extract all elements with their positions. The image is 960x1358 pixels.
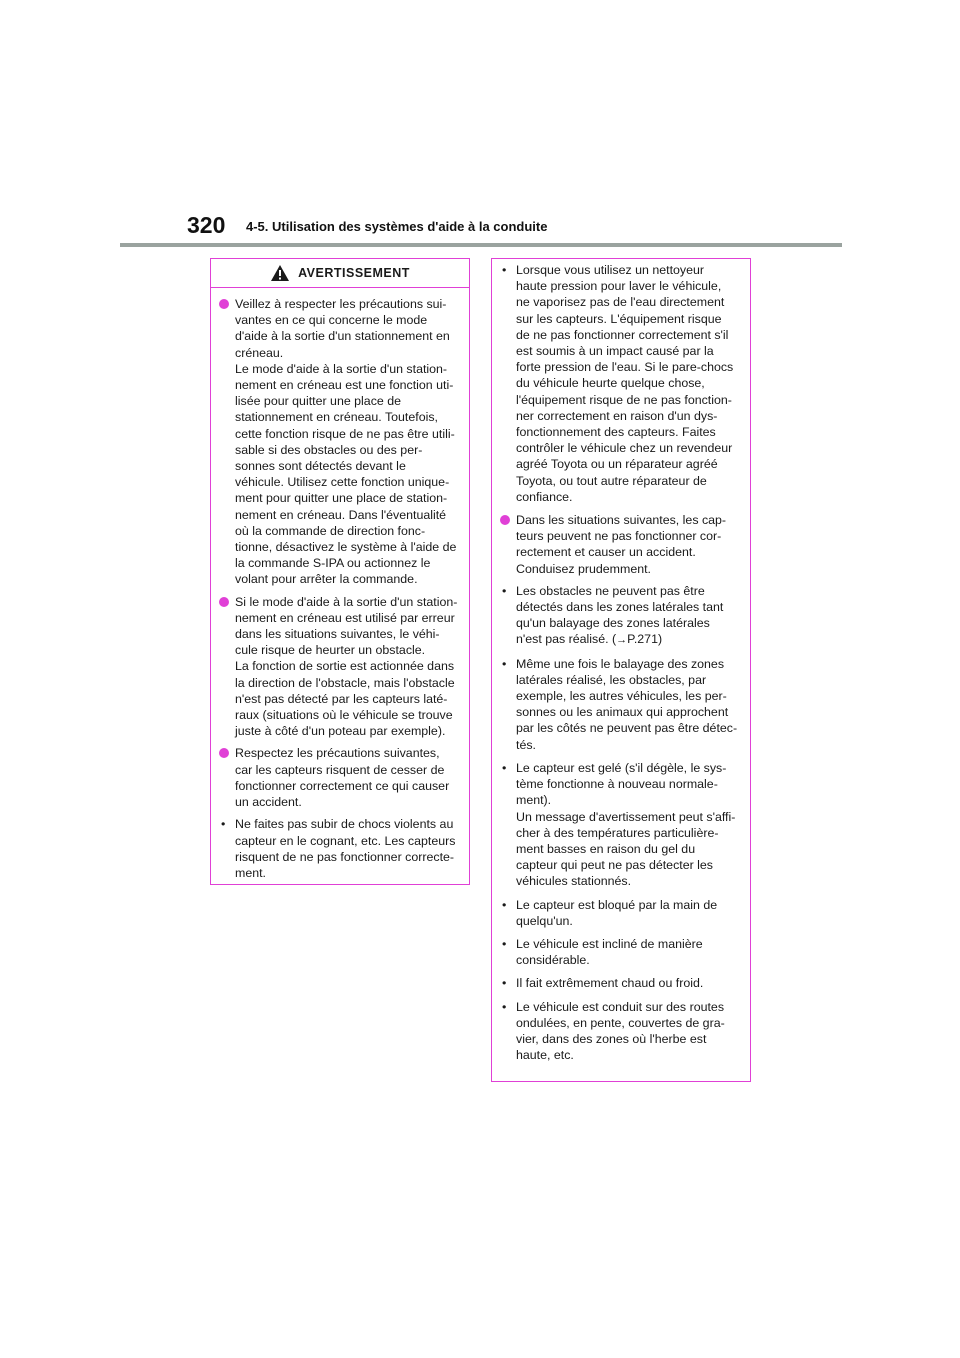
warning-subitem <box>498 583 742 649</box>
warning-subitem <box>498 975 742 991</box>
warning-subitem-text: Il fait extrêmement chaud ou froid. <box>516 976 704 991</box>
warning-title: AVERTISSEMENT <box>298 265 410 280</box>
warning-triangle-icon <box>270 264 290 282</box>
warning-item-text: Dans les situations suivantes, les cap- teurs peuvent ne pas fonctionner cor- rectement et causer un accident. Conduisez prudemment. <box>516 513 727 576</box>
warning-subitem-text: Le véhicule est conduit sur des routes ondulées, en pente, couvertes de gra- vier, dans des zones où l'herbe est haute, etc. <box>516 999 725 1063</box>
warning-subitem-text: Lorsque vous utilisez un nettoyeur haute pression pour laver le véhicule, ne vaporisez pas de l'eau directement sur les capteurs. L'équipement risque de ne pas fonctionner correctement s'il est soumis à un impact causé par la forte pression de l'eau. Si le pare-chocs du véhicule heurte quelque chose, l'équipement risque de ne pas fonction- ner correctement en raison d'un dys- fonctionnement des capteurs. Faites contrôler le véhicule chez un revendeur agréé Toyota ou un réparateur agréé Toyota, ou tout autre réparateur de confiance. <box>516 263 734 504</box>
bullet-icon: • <box>502 583 507 598</box>
page-number: 320 <box>187 212 226 238</box>
bullet-icon: • <box>502 976 507 991</box>
warning-header <box>211 259 469 288</box>
warning-subitem-text: Le véhicule est incliné de manière considérable. <box>516 936 703 968</box>
bullet-dot-icon <box>219 597 229 607</box>
warning-subitem <box>498 760 742 890</box>
warning-subitem <box>498 262 742 505</box>
warning-box-left <box>210 258 470 885</box>
bullet-icon: • <box>502 760 507 775</box>
header-rule <box>120 243 842 247</box>
warning-subitem-text: Ne faites pas subir de chocs violents au capteur en le cognant, etc. Les capteurs risquent de ne pas fonctionner correcte- ment. <box>235 817 456 880</box>
bullet-icon: • <box>502 897 507 912</box>
bullet-dot-icon <box>219 748 229 758</box>
warning-subitem-text: Même une fois le balayage des zones latérales réalisé, les obstacles, par exemple, les autres véhicules, les per- sonnes ou les animaux qui approchent par les côtés ne peuvent pas être détec- tés. <box>516 656 738 752</box>
warning-item <box>217 296 461 588</box>
warning-item-text: Veillez à respecter les précautions sui- vantes en ce qui concerne le mode d'aide à la sortie d'un stationnement en créneau. Le mode d'aide à la sortie d'un station- nement en créneau est une fonction uti- lisée pour quitter une place de stationnement en créneau. Toutefois, cette fonction risque de ne pas être utili- sable si des obstacles ou des per- sonnes sont détectés devant le véhicule. Utilisez cette fonction unique- ment pour quitter une place de station- nement en créneau. Dans l'éventualité où la commande de direction fonc- tionne, désactivez le système à l'aide de la commande S-IPA ou actionnez le volant pour arrêter la commande. <box>235 297 457 587</box>
section-title: 4-5. Utilisation des systèmes d'aide à la conduite <box>246 219 548 234</box>
warning-subitem <box>217 816 461 881</box>
warning-subitem-text: Le capteur est bloqué par la main de quelqu'un. <box>516 897 718 928</box>
warning-subitem <box>498 999 742 1064</box>
warning-item <box>217 594 461 740</box>
bullet-dot-icon <box>500 515 510 525</box>
page-reference-link[interactable]: P.271) <box>627 632 663 647</box>
warning-item-text: Si le mode d'aide à la sortie d'un station- nement en créneau est utilisé par erreur dans les situations suivantes, le véhi- cule risque de heurter un obstacle. La fonction de sortie est actionnée dans la direction de l'obstacle, mais l'obstacle n'est pas détecté par les capteurs laté- raux (situations où le véhicule se trouve juste à côté d'un poteau par exemple). <box>235 594 458 739</box>
bullet-icon: • <box>221 817 226 832</box>
warning-subitem <box>498 656 742 753</box>
warning-item <box>498 512 742 577</box>
warning-subitem-text <box>516 583 742 649</box>
warning-item <box>217 745 461 810</box>
bullet-icon: • <box>502 656 507 671</box>
arrow-right-icon: → <box>616 634 628 647</box>
warning-box-right <box>491 258 751 1082</box>
warning-subitem <box>498 897 742 929</box>
obstacles-text: Les obstacles ne peuvent pas être détectés dans les zones latérales tant qu'un balayage des zones latérales n'est pas réalisé. ( <box>516 583 724 647</box>
warning-item-text: Respectez les précautions suivantes, car les capteurs risquent de cesser de fonctionner correctement ce qui causer un accident. <box>235 746 450 810</box>
warning-subitem-text: Le capteur est gelé (s'il dégèle, le sys- tème fonctionne à nouveau normale- ment). Un message d'avertissement peut s'affi- cher à des températures particulière- ment basses en raison du gel du capteur qui peut ne pas détecter les véhicules stationnés. <box>516 760 736 889</box>
warning-subitem <box>498 936 742 968</box>
bullet-icon: • <box>502 999 507 1014</box>
bullet-icon: • <box>502 936 507 951</box>
bullet-icon: • <box>502 263 507 277</box>
bullet-dot-icon <box>219 299 229 309</box>
